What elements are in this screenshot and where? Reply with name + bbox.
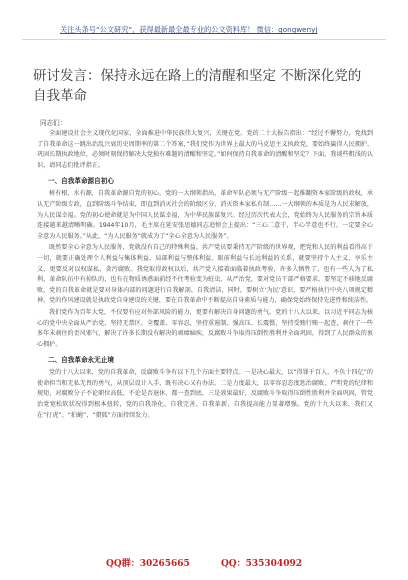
contact-footer [0,556,408,569]
body-paragraph: 树有根，水有源，自我革命源自党的初心。党的一大纲领指出，革命军队必须与无产阶级一起推翻资本家阶级的政权，承认无产阶级专政，直到阶级斗争结束，即直到消灭社会的阶级区分，消灭资本家私有制……一大纲领的本质是为人民求解放，为人民谋幸福。党的初心使命就是为中国人民谋幸福，为中华民族谋复兴。经过历次代表大会，党始终为人民服务的宗旨本质连接越来越清晰明确。1944年10月，毛主席在延安张思德同志追悼会上提出：“三心二意干，半心半意也不行，一定要全心全意为人民服务。”从此，“为人民服务”就成为了“全心全意为人民服务”。 [37,190,373,240]
body-paragraph: 我们党作为百年大党，不仅要有应对外部风险的能力，更要有解决自身问题的勇气。党的十八大以来，以习近平同志为核心的党中央全面从严治党，坚持无禁区、全覆盖、零容忍，坚持重遏制、强高压、长震慑，坚持受贿行贿一起查，刹住了一些多年未刹住的歪风邪气，解决了许多长期没有解决的顽瘴痼疾，反腐败斗争取得压倒性胜利并全面巩固，得到了人民群众的衷心拥护。 [37,308,373,348]
section-heading: 二、自我革命永无止境 [48,356,114,365]
promo-banner-link[interactable]: 关注头条号“公文研究”，获得最新最全最专业的公文资料库！ 微信：gongwenyj [60,25,318,34]
body-paragraph: 党的十八大以来，党的自我革命，反腐败斗争有以下几个方面主要特点。一是决心最大，以“得罪千百人，不负十四亿”的使命担当和无私无畏的勇气，从顶层设计入手，既有决心又有办法。二是力度最大，以零容忍态度惩治腐败，严明党的纪律和规矩，对腐败分子不论职位高低、不论是否退休，都一查到底。三是效果最好，反腐败斗争取得压倒性胜利并全面巩固，管党治党宽松软状况得到根本扭转，党的自我净化、自我完善、自我革新、自我提高能力显著增强。党的十九大以来，我们又在“打虎”、“拍蝇”、“猎狐”方面持续发力。 [37,369,373,419]
header-divider [22,39,386,40]
qq-group-number: QQ群：30265665 [106,559,190,569]
section-heading: 一、自我革命源自初心 [48,177,114,186]
greeting: 同志们： [40,119,67,127]
intro-paragraph: 全面建设社会主义现代化国家、全面推进中华民族伟大复兴，关键在党。党的二十大报告指出：“经过不懈努力，党找到了自我革命这一跳出治乱兴衰历史周期率的第二个答案，”我们党作为世界上最大的马克思主义执政党，要始终赢得人民拥护、巩固长期执政地位，必须时刻保持解决大党独有难题的清醒和坚定。”如何保持自我革命的清醒和坚定？下面，我谈些粗浅的认识，请同志们批评指正。 [37,130,373,169]
document-body [37,129,373,422]
qq-number: QQ：535304092 [220,559,302,569]
document-title: 研讨发言：保持永远在路上的清醒和坚定 不断深化党的自我革命 [33,68,362,104]
body-paragraph: 既然要全心全意为人民服务，党就没有自己的特殊利益。共产党员要秉持无产阶级的世界观，把党和人民的利益看得高于一切，就要正确处理个人利益与集体利益、局部利益与整体利益、眼前利益与长远利益的关系，就要坚持个人主义、享乐主义，更要反对以权谋私、贪污腐败。我党取得政权以后，共产党人接着面临着执政考验，许多人牺牲了，也有一些人为了私利，革命队伍中有掉队的，也有在物质诱惑面前经不住考验变为蛀虫，从严治党，要对党员干部严格要求，要坚定不移地反腐败，党的自我革命就是要对身体内部的问题进行自我解剖、自我清洁，同时，要树立‘为民’意识，要严格执行中央八项规定精神，党的作风建设就是执政党自身建设的关键，要在自我革命中不断提高自身素质与能力，确保党始终保持先进性和纯洁性。 [37,244,373,305]
